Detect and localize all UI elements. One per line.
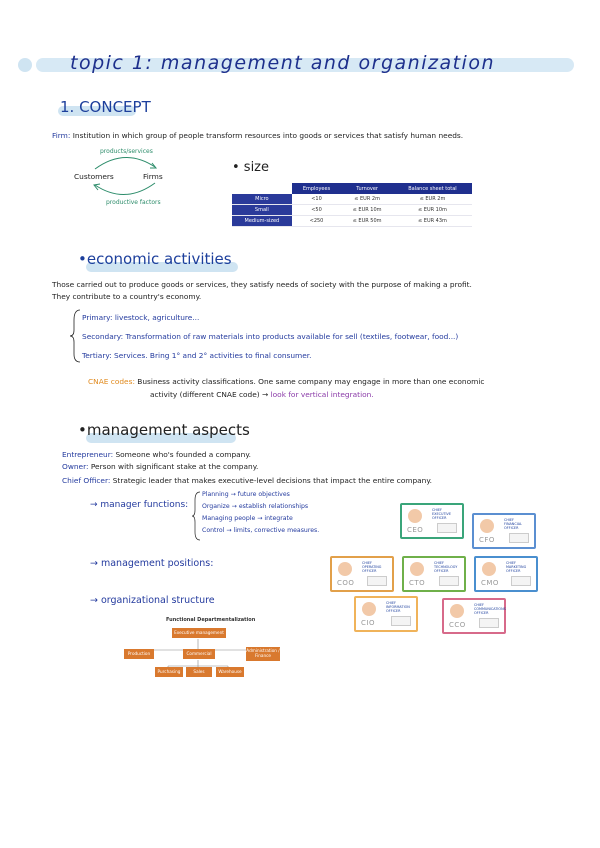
firm-def: Institution in which group of people transform resources into goods or services that satisfy human needs. (72, 131, 464, 140)
chief-line (62, 475, 432, 486)
person-icon (410, 562, 424, 576)
secondary-text: Transformation of raw materials into products available for sell (textiles, footwear, food...) (125, 332, 459, 341)
card-caption: CHIEF INFORMATION OFFICER (386, 601, 410, 613)
economic-line1: Those carried out to produce goods or services, they satisfy needs of society with the purpose of making a profit. (52, 280, 472, 289)
person-icon (338, 562, 352, 576)
executive-card-cio (354, 596, 418, 632)
primary-label: Primary: (82, 313, 113, 322)
desk-icon (509, 533, 529, 543)
diagram-customers: Customers (74, 172, 114, 181)
table-row (232, 205, 472, 216)
bottom-arrow (95, 183, 155, 195)
table-cell: ≤ EUR 10m (393, 205, 472, 216)
structure-label: → organizational structure (90, 595, 215, 606)
cnae-link: look for vertical integration. (270, 390, 374, 399)
diagram-bottom-label: productive factors (106, 199, 161, 206)
chief-text: Strategic leader that makes executive-level decisions that impact the entire company. (112, 476, 433, 485)
desk-icon (367, 576, 387, 586)
table-cell: ≤ EUR 43m (393, 216, 472, 227)
org-box-bottom: Purchasing (155, 667, 183, 677)
org-box-mid: Administration / Finance (246, 647, 280, 661)
page-title: topic 1: management and organization (70, 52, 496, 74)
desk-icon (479, 618, 499, 628)
owner-text: Person with significant stake at the company. (90, 462, 259, 471)
cnae-text1: Business activity classifications. One same company may engage in more than one economic (137, 377, 485, 386)
card-role: COO (337, 579, 355, 587)
card-role: CTO (409, 579, 426, 587)
top-arrow (95, 157, 155, 169)
org-box-mid: Commercial (183, 649, 215, 659)
concept-heading: 1. CONCEPT (60, 98, 151, 116)
card-caption: CHIEF COMMUNICATIONS OFFICER (474, 603, 506, 615)
table-row (232, 216, 472, 227)
primary-text: livestock, agriculture... (114, 313, 200, 322)
function-item: Control → limits, corrective measures. (202, 527, 320, 534)
org-box-mid: Production (124, 649, 154, 659)
size-col-header: Balance sheet total (393, 183, 472, 194)
card-role: CMO (481, 579, 499, 587)
table-cell: Small (232, 205, 292, 216)
card-caption: CHIEF OPERATING OFFICER (362, 561, 382, 573)
cnae-text2: activity (different CNAE code) → (150, 390, 269, 399)
table-row (232, 194, 472, 205)
table-cell: Medium-sized (232, 216, 292, 227)
size-heading: • size (232, 160, 270, 175)
functions-brace (192, 490, 202, 542)
diagram-top-label: products/services (100, 148, 153, 155)
card-caption: CHIEF FINANCIAL OFFICER (504, 518, 522, 530)
entrepreneur-label: Entrepreneur: (62, 450, 114, 459)
size-table (232, 183, 472, 227)
table-cell: <10 (292, 194, 342, 205)
function-item: Organize → establish relationships (202, 503, 309, 510)
title-dot (18, 58, 32, 72)
desk-icon (391, 616, 411, 626)
executive-card-cfo (472, 513, 536, 549)
executive-card-cto (402, 556, 466, 592)
cnae-line2 (150, 389, 374, 400)
tertiary-line (82, 350, 312, 361)
entrepreneur-line (62, 449, 251, 460)
primary-line (82, 312, 199, 323)
chief-label: Chief Officer: (62, 476, 111, 485)
card-role: CCO (449, 621, 466, 629)
card-caption: CHIEF TECHNOLOGY OFFICER (434, 561, 458, 573)
owner-line (62, 461, 258, 472)
table-cell: <250 (292, 216, 342, 227)
card-role: CFO (479, 536, 495, 544)
management-heading: •management aspects (78, 421, 250, 439)
org-box-top: Executive management (172, 628, 226, 638)
size-col-header (232, 183, 292, 194)
cnae-line1 (88, 376, 484, 387)
function-item: Planning → future objectives (202, 491, 290, 498)
functions-label: → manager functions: (90, 500, 189, 510)
firm-label: Firm: (52, 131, 71, 140)
tertiary-label: Tertiary: (82, 351, 112, 360)
table-cell: <50 (292, 205, 342, 216)
org-box-bottom: Sales (186, 667, 212, 677)
card-role: CEO (407, 526, 424, 534)
secondary-line (82, 331, 458, 342)
owner-label: Owner: (62, 462, 89, 471)
entrepreneur-text: Someone who's founded a company. (115, 450, 252, 459)
person-icon (450, 604, 464, 618)
desk-icon (437, 523, 457, 533)
card-caption: CHIEF EXECUTIVE OFFICER (432, 508, 451, 520)
executive-card-cco (442, 598, 506, 634)
table-cell: ≤ EUR 50m (341, 216, 393, 227)
table-cell: ≤ EUR 10m (341, 205, 393, 216)
executive-card-cmo (474, 556, 538, 592)
table-cell: ≤ EUR 2m (341, 194, 393, 205)
table-cell: Micro (232, 194, 292, 205)
desk-icon (439, 576, 459, 586)
tertiary-text: Services. Bring 1° and 2° activities to final consumer. (114, 351, 312, 360)
person-icon (480, 519, 494, 533)
card-role: CIO (361, 619, 375, 627)
secondary-label: Secondary: (82, 332, 124, 341)
executive-card-ceo (400, 503, 464, 539)
function-item: Managing people → integrate (202, 515, 293, 522)
size-col-header: Employees (292, 183, 342, 194)
person-icon (362, 602, 376, 616)
executive-card-coo (330, 556, 394, 592)
desk-icon (511, 576, 531, 586)
firm-definition (52, 130, 463, 141)
person-icon (408, 509, 422, 523)
positions-label: → management positions: (90, 558, 214, 569)
card-caption: CHIEF MARKETING OFFICER (506, 561, 527, 573)
person-icon (482, 562, 496, 576)
org-chart-title: Functional Departmentalization (166, 617, 256, 623)
size-table-header (232, 183, 472, 194)
org-box-bottom: Warehouse (216, 667, 244, 677)
sector-brace (70, 308, 82, 364)
economic-heading: •economic activities (78, 250, 232, 268)
table-cell: ≤ EUR 2m (393, 194, 472, 205)
cnae-label: CNAE codes: (88, 377, 135, 386)
size-col-header: Turnover (341, 183, 393, 194)
economic-line2: They contribute to a country's economy. (52, 292, 202, 301)
diagram-firms: Firms (143, 172, 163, 181)
